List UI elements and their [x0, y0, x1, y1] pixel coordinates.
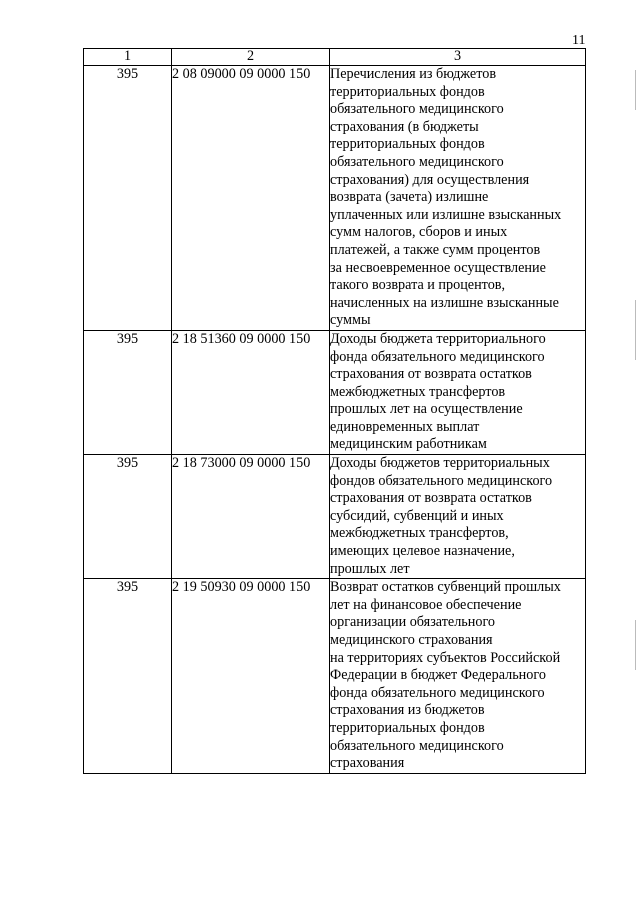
revenue-name-cell: [330, 330, 586, 454]
revenue-name-line: страхования из бюджетов: [330, 702, 485, 719]
revenue-name-line: страхования от возврата остатков: [330, 366, 532, 383]
revenue-name-line: медицинского страхования: [330, 632, 493, 648]
revenue-name-line: Перечисления из бюджетов: [330, 66, 497, 82]
revenue-name-line: Доходы бюджетов территориальных: [330, 455, 550, 472]
revenue-name-line: обязательного медицинского: [330, 153, 504, 170]
revenue-name-line: Возврат остатков субвенций прошлых: [330, 579, 561, 596]
scan-edge-mark: [635, 300, 636, 360]
revenue-name-line: страхования) для осуществления: [330, 171, 530, 188]
revenue-name-line: платежей, а также сумм процентов: [330, 241, 541, 258]
revenue-name-line: лет на финансовое обеспечение: [330, 596, 522, 613]
admin-code-cell: 395: [84, 330, 172, 454]
scan-edge-mark: [635, 70, 636, 110]
revenue-name-line: уплаченных или излишне взысканных: [330, 206, 562, 223]
revenue-name-line: Доходы бюджета территориального: [330, 330, 546, 347]
revenue-name-line: сумм налогов, сборов и иных: [330, 224, 508, 241]
table-row: [84, 455, 586, 579]
admin-code-cell: 395: [84, 579, 172, 774]
revenue-name-line: возврата (зачета) излишне: [330, 189, 489, 206]
revenue-name-line: страхования (в бюджеты: [330, 118, 479, 135]
revenue-name-line: на территориях субъектов Российской: [330, 649, 561, 666]
revenue-name-line: межбюджетных трансфертов: [330, 383, 506, 400]
budget-code-cell: 2 08 09000 09 0000 150: [172, 66, 330, 331]
column-header-3: 3: [330, 49, 586, 66]
revenue-name-line: организации обязательного: [330, 614, 496, 631]
revenue-name-line: суммы: [330, 312, 371, 329]
page-number: 11: [572, 33, 586, 48]
budget-code-cell: 2 18 73000 09 0000 150: [172, 455, 330, 579]
revenue-name-line: имеющих целевое назначение,: [330, 543, 515, 560]
column-header-1: 1: [84, 49, 172, 66]
revenue-name-line: обязательного медицинского: [330, 737, 504, 754]
revenue-name-line: фонда обязательного медицинского: [330, 348, 545, 365]
revenue-name-line: фондов обязательного медицинского: [330, 472, 553, 489]
revenue-name-line: территориальных фондов: [330, 83, 485, 100]
revenue-name-line: территориальных фондов: [330, 136, 485, 153]
revenue-name-line: фонда обязательного медицинского: [330, 684, 545, 701]
revenue-name-cell: [330, 455, 586, 579]
revenue-name-line: обязательного медицинского: [330, 101, 504, 118]
budget-code-cell: 2 19 50930 09 0000 150: [172, 579, 330, 774]
table-row: [84, 330, 586, 454]
header-row: [84, 49, 586, 66]
revenue-name-line: территориальных фондов: [330, 719, 485, 736]
revenue-name-line: единовременных выплат: [330, 418, 480, 435]
revenue-name-line: начисленных на излишне взысканные: [330, 294, 559, 311]
revenue-name-line: медицинским работникам: [330, 436, 487, 453]
revenue-name-line: прошлых лет: [330, 560, 410, 577]
scan-edge-mark: [635, 620, 636, 670]
revenue-name-line: субсидий, субвенций и иных: [330, 507, 504, 524]
table-row: [84, 66, 586, 331]
revenue-name-line: за несвоевременное осуществление: [330, 259, 546, 276]
budget-classification-table: [83, 48, 586, 774]
admin-code-cell: 395: [84, 66, 172, 331]
table-row: [84, 579, 586, 774]
table-body: [84, 66, 586, 774]
column-header-2: 2: [172, 49, 330, 66]
revenue-name-line: страхования от возврата остатков: [330, 490, 532, 507]
revenue-name-line: прошлых лет на осуществление: [330, 401, 523, 418]
budget-code-cell: 2 18 51360 09 0000 150: [172, 330, 330, 454]
revenue-name-line: страхования: [330, 755, 405, 772]
revenue-name-cell: [330, 579, 586, 774]
revenue-name-line: межбюджетных трансфертов,: [330, 525, 509, 542]
revenue-name-cell: [330, 66, 586, 331]
table-header: [84, 49, 586, 66]
admin-code-cell: 395: [84, 455, 172, 579]
revenue-name-line: такого возврата и процентов,: [330, 277, 506, 294]
revenue-name-line: Федерации в бюджет Федерального: [330, 667, 546, 684]
